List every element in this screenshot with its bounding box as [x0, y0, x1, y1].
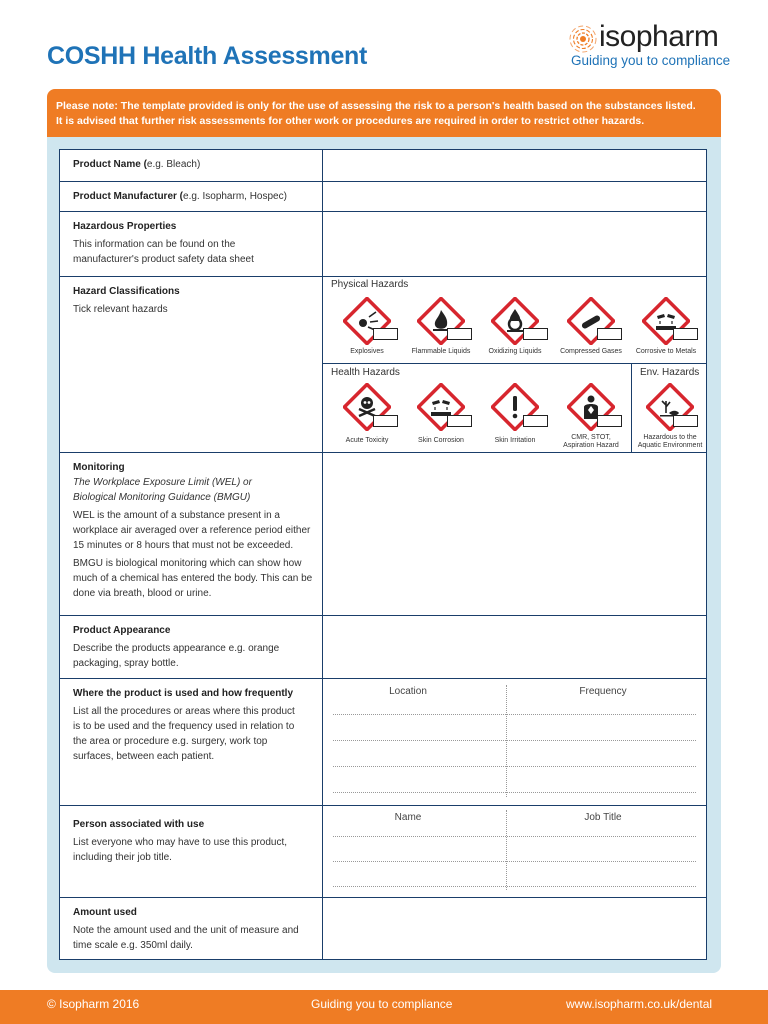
hazardous-desc: This information can be found on the manufacturer's product safety data sheet: [73, 239, 254, 265]
row-product-appearance: [60, 615, 706, 678]
row-hazard-classifications: [60, 276, 706, 452]
footer-copyright: © Isopharm 2016: [47, 997, 140, 1011]
job-title-input-2[interactable]: [508, 862, 696, 886]
appearance-desc: Describe the products appearance e.g. orange packaging, spray bottle.: [73, 643, 280, 669]
amount-label: Amount used: [73, 907, 137, 918]
manufacturer-label: Product Manufacturer (: [73, 191, 184, 202]
hazard-panel: [323, 277, 706, 452]
row-hazardous-properties: [60, 211, 706, 276]
logo-tagline: Guiding you to compliance: [571, 53, 731, 68]
amount-desc: Note the amount used and the unit of measure and time scale e.g. 350ml daily.: [73, 925, 299, 951]
name-input-1[interactable]: [333, 837, 505, 861]
usage-desc: List all the procedures or areas where this product is to be used and the frequency used in relation to the area or procedure e.g. surgery, work top surfaces, between each patient.: [73, 706, 295, 762]
usage-label: Where the product is used and how frequently: [73, 688, 294, 699]
manufacturer-field[interactable]: [323, 182, 706, 211]
hazard-cmr-stot-label-1: CMR, STOT,: [571, 434, 611, 441]
hazard-flammable-label: Flammable Liquids: [411, 348, 471, 355]
tick-oxidizing[interactable]: [523, 328, 548, 340]
location-input-1[interactable]: [333, 715, 505, 740]
tick-compressed-gases[interactable]: [597, 328, 622, 340]
name-input-2[interactable]: [333, 862, 505, 886]
physical-hazards-title: Physical Hazards: [331, 279, 409, 290]
person-grid: [323, 806, 706, 897]
product-name-field[interactable]: [323, 150, 706, 181]
hazard-skin-irritation: [483, 383, 547, 445]
health-hazards-title: Health Hazards: [331, 367, 400, 378]
hazard-aquatic-label-2: Aquatic Environment: [637, 442, 703, 449]
location-column-header: Location: [389, 686, 427, 697]
tick-corrosive-metals[interactable]: [673, 328, 698, 340]
frequency-input-1[interactable]: [508, 715, 696, 740]
frequency-column-header: Frequency: [579, 686, 627, 697]
row-usage: [60, 678, 706, 805]
logo-text: isopharm: [599, 20, 719, 53]
tick-skin-irritation[interactable]: [523, 415, 548, 427]
hazard-skin-corrosion-label: Skin Corrosion: [418, 437, 464, 444]
notice-line-2: It is advised that further risk assessments for other work or procedures are required in order to restrict other hazards.: [56, 115, 645, 127]
hazard-oxidizing-label: Oxidizing Liquids: [488, 348, 542, 355]
hazardous-label: Hazardous Properties: [73, 221, 177, 232]
hazard-explosives-label: Explosives: [350, 348, 384, 355]
tick-flammable[interactable]: [447, 328, 472, 340]
monitoring-label: Monitoring: [73, 462, 125, 473]
job-title-column-header: Job Title: [584, 812, 622, 823]
person-desc: List everyone who may have to use this product, including their job title.: [73, 837, 288, 863]
hazard-skin-irritation-label: Skin Irritation: [494, 437, 536, 444]
monitoring-field[interactable]: [323, 453, 706, 615]
person-label: Person associated with use: [73, 819, 205, 830]
hazard-oxidizing: [481, 297, 549, 356]
job-title-input-1[interactable]: [508, 837, 696, 861]
hazard-compressed-gases: [557, 297, 625, 356]
monitoring-italic: The Workplace Exposure Limit (WEL) or Biological Monitoring Guidance (BMGU): [73, 477, 252, 503]
assessment-table: [59, 149, 707, 960]
hazard-aquatic-label-1: Hazardous to the: [643, 434, 697, 441]
tick-aquatic-environment[interactable]: [673, 415, 698, 427]
notice-line-1: Please note: The template provided is only for the use of assessing the risk to a person's health based on the substances listed.: [56, 100, 696, 112]
product-name-hint: e.g. Bleach): [146, 159, 201, 170]
monitoring-wel-desc: WEL is the amount of a substance present in a workplace air averaged over a reference period either 15 minutes or 8 hours that must not be exceeded.: [73, 510, 311, 551]
hazard-skin-corrosion: [409, 383, 473, 445]
amount-field[interactable]: [323, 898, 706, 959]
logo-swirl-icon: [566, 22, 600, 56]
footer-url-link[interactable]: www.isopharm.co.uk/dental: [566, 997, 713, 1011]
manufacturer-hint: e.g. Isopharm, Hospec): [183, 191, 287, 202]
env-hazards-title: Env. Hazards: [640, 367, 700, 378]
row-person: [60, 805, 706, 897]
row-product-name: [60, 150, 706, 181]
frequency-input-3[interactable]: [508, 767, 696, 792]
row-manufacturer: [60, 181, 706, 211]
monitoring-bmgu-desc: BMGU is biological monitoring which can show how much of a chemical has entered the body. This can be done via breath, blood or urine.: [73, 558, 313, 599]
hazard-flammable: [407, 297, 475, 356]
tick-explosives[interactable]: [373, 328, 398, 340]
appearance-field[interactable]: [323, 616, 706, 678]
classifications-label: Hazard Classifications: [73, 286, 180, 297]
product-name-label: Product Name (: [73, 159, 147, 170]
hazard-corrosive-metals: [631, 297, 701, 356]
hazard-explosives: [337, 297, 397, 356]
frequency-input-2[interactable]: [508, 741, 696, 766]
tick-acute-toxicity[interactable]: [373, 415, 398, 427]
hazard-acute-toxicity: [337, 383, 397, 445]
tick-skin-corrosion[interactable]: [447, 415, 472, 427]
hazard-acute-toxicity-label: Acute Toxicity: [345, 437, 389, 444]
tick-cmr-stot[interactable]: [597, 415, 622, 427]
page-title: COSHH Health Assessment: [47, 42, 368, 70]
location-input-2[interactable]: [333, 741, 505, 766]
hazard-compressed-gases-label: Compressed Gases: [560, 348, 622, 355]
name-column-header: Name: [394, 812, 422, 823]
row-amount-used: [60, 897, 706, 959]
row-monitoring: [60, 452, 706, 615]
hazard-cmr-stot-label-2: Aspiration Hazard: [563, 442, 619, 449]
appearance-label: Product Appearance: [73, 625, 171, 636]
footer-bar: [0, 990, 768, 1024]
isopharm-logo: [566, 20, 731, 72]
hazard-corrosive-metals-label: Corrosive to Metals: [635, 348, 697, 355]
notice-banner: [47, 89, 721, 137]
hazardous-field[interactable]: [323, 212, 706, 276]
classifications-desc: Tick relevant hazards: [73, 304, 168, 315]
location-input-3[interactable]: [333, 767, 505, 792]
footer-tagline: Guiding you to compliance: [311, 997, 453, 1011]
usage-grid: [323, 679, 706, 805]
